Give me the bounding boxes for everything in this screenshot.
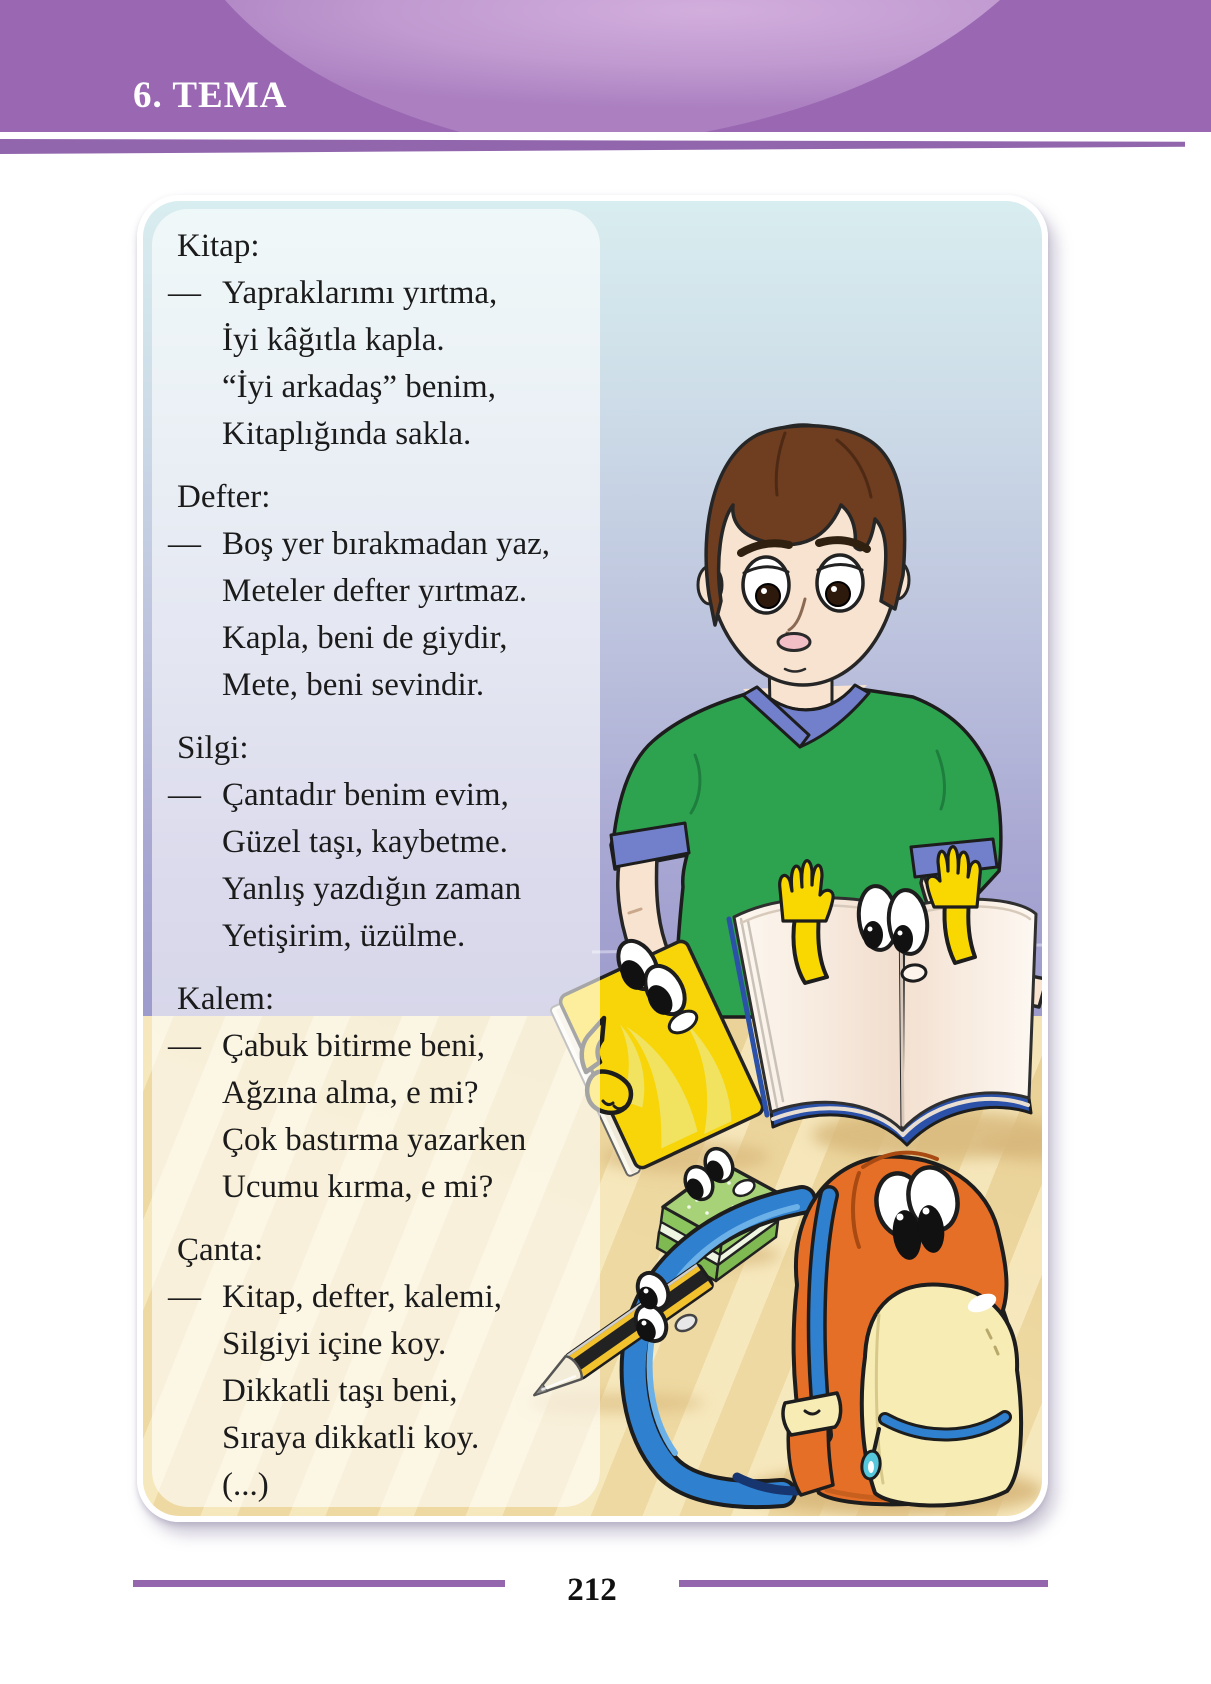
stanza-silgi (168, 725, 598, 960)
footer-line-left (133, 1580, 505, 1587)
poem-line: Yanlış yazdığın zaman (222, 871, 522, 907)
poem-line: Kapla, beni de giydir, (222, 620, 508, 656)
poem-line: Sıraya dikkatli koy. (222, 1420, 480, 1456)
poem-line-text: Yapraklarımı yırtma, (222, 275, 498, 311)
footer-line-right (679, 1580, 1048, 1587)
poem-line: Silgiyi içine koy. (222, 1326, 447, 1362)
em-dash: — (168, 275, 201, 311)
stanza-heading: Silgi: (177, 730, 249, 766)
poem-line (168, 1274, 598, 1321)
poem-line: Yetişirim, üzülme. (222, 918, 466, 954)
stanza-kitap (168, 223, 598, 458)
poem-line (168, 521, 598, 568)
stanza-heading: Kalem: (177, 981, 275, 1017)
em-dash: — (168, 1279, 201, 1315)
poem-line: Güzel taşı, kaybetme. (222, 824, 508, 860)
stanza-heading: Kitap: (177, 228, 260, 264)
poem-line: (...) (222, 1467, 269, 1503)
poem-line: Meteler defter yırtmaz. (222, 573, 528, 609)
stanza-heading: Çanta: (177, 1232, 264, 1268)
poem-line (168, 1023, 598, 1070)
stanza-kalem (168, 976, 598, 1211)
poem-line (168, 772, 598, 819)
stanza-canta (168, 1227, 598, 1509)
poem-line-text: Çabuk bitirme beni, (222, 1028, 486, 1064)
divider-stripe (0, 139, 1185, 154)
page-number: 212 (567, 1572, 617, 1608)
stanza-defter (168, 474, 598, 709)
poem-line: “İyi arkadaş” benim, (222, 369, 496, 405)
stanza-heading: Defter: (177, 479, 271, 515)
poem-line: Dikkatli taşı beni, (222, 1373, 458, 1409)
poem-line-text: Çantadır benim evim, (222, 777, 509, 813)
poem (168, 223, 598, 1522)
poem-line (168, 270, 598, 317)
poem-line: Çok bastırma yazarken (222, 1122, 527, 1158)
poem-line: Mete, beni sevindir. (222, 667, 485, 703)
em-dash: — (168, 526, 201, 562)
poem-line: Kitaplığında sakla. (222, 416, 472, 452)
poem-line-text: Kitap, defter, kalemi, (222, 1279, 502, 1315)
page-header (0, 0, 1211, 132)
content-panel (137, 195, 1048, 1522)
em-dash: — (168, 1028, 201, 1064)
poem-line: Ucumu kırma, e mi? (222, 1169, 494, 1205)
poem-line: İyi kâğıtla kapla. (222, 322, 445, 358)
em-dash: — (168, 777, 201, 813)
poem-line-text: Boş yer bırakmadan yaz, (222, 526, 551, 562)
page-title: 6. TEMA (133, 75, 288, 116)
poem-line: Ağzına alma, e mi? (222, 1075, 479, 1111)
